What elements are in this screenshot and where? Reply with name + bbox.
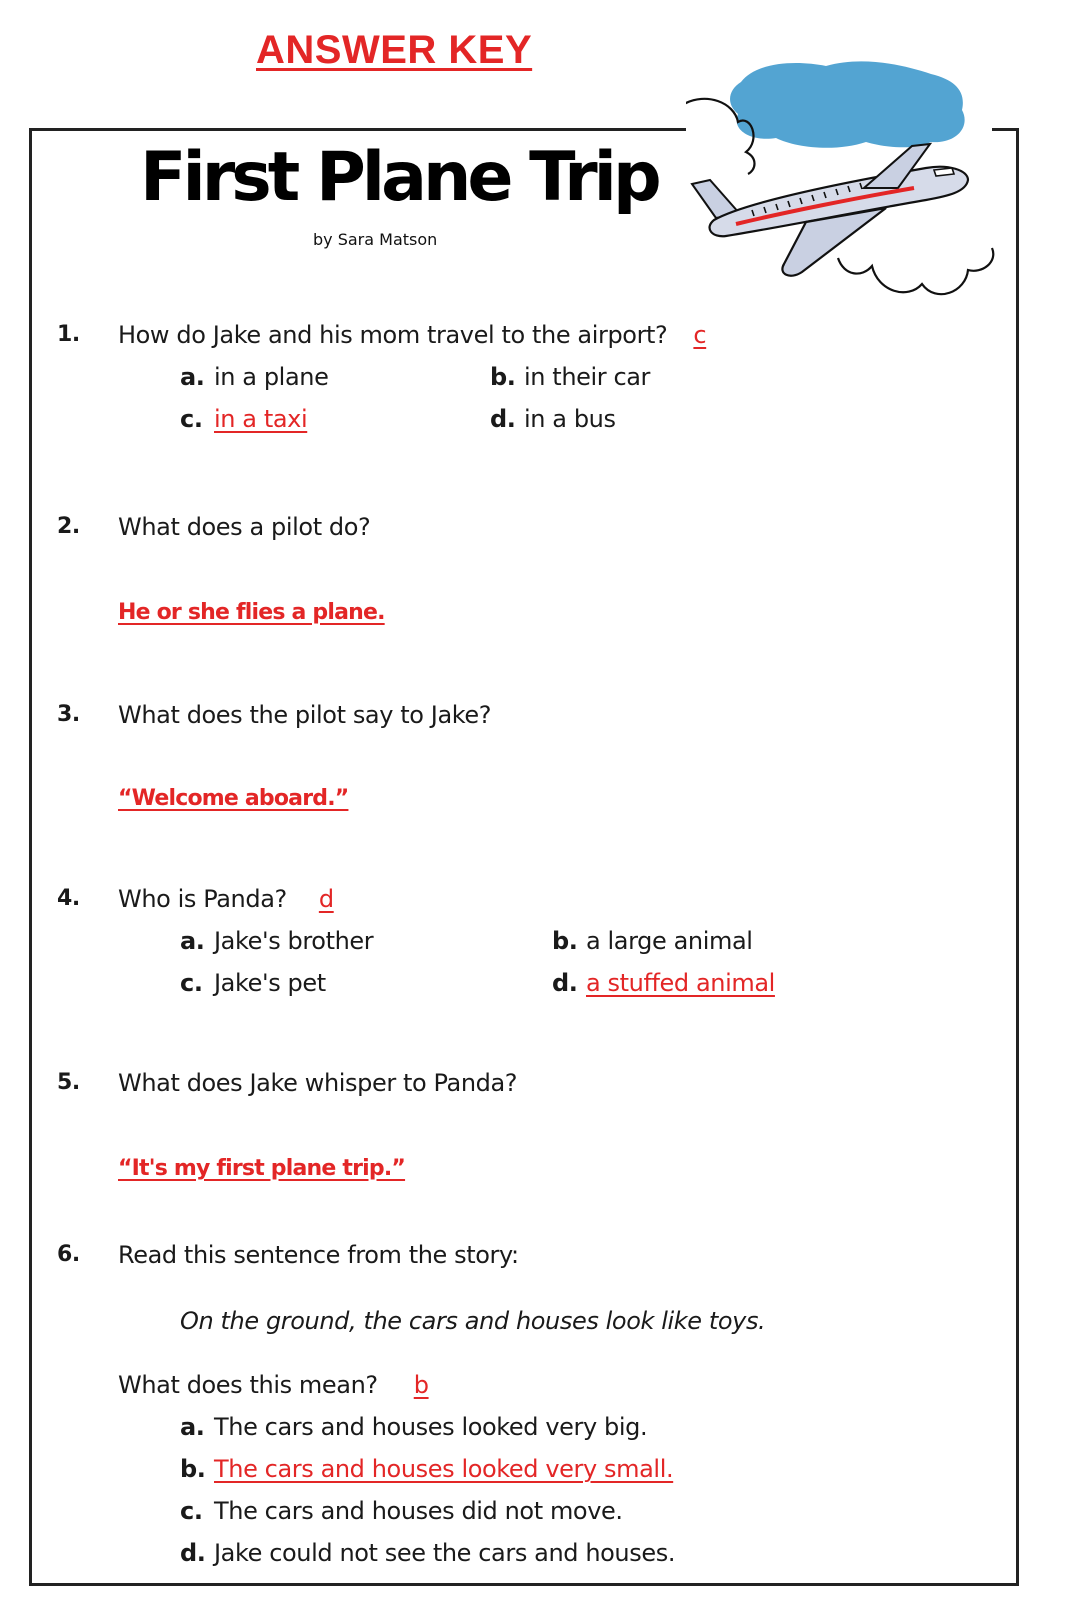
option-text: Jake's brother bbox=[214, 927, 374, 955]
question-4-option-b bbox=[552, 926, 753, 956]
option-letter: c. bbox=[180, 405, 203, 433]
cockpit-window bbox=[934, 168, 954, 176]
question-3-text: What does the pilot say to Jake? bbox=[118, 701, 492, 729]
option-letter: d. bbox=[552, 969, 578, 997]
question-4-number: 4. bbox=[57, 886, 80, 911]
question-4-answer: d bbox=[318, 885, 334, 913]
question-4-option-a bbox=[180, 926, 373, 956]
question-4-option-c bbox=[180, 968, 326, 998]
worksheet-title: First Plane Trip bbox=[140, 138, 658, 217]
question-1-option-d bbox=[490, 404, 616, 434]
question-2-text: What does a pilot do? bbox=[118, 513, 371, 541]
option-letter: a. bbox=[180, 1413, 205, 1441]
question-6-prompt: What does this mean? bbox=[118, 1371, 378, 1399]
option-text: The cars and houses looked very big. bbox=[214, 1413, 648, 1441]
cloud-shape bbox=[730, 61, 965, 147]
question-1-text bbox=[118, 320, 706, 350]
option-letter: a. bbox=[180, 927, 205, 955]
question-1-answer: c bbox=[693, 321, 707, 349]
option-text: Jake's pet bbox=[214, 969, 326, 997]
question-6-option-b bbox=[180, 1454, 673, 1484]
option-text-correct: in a taxi bbox=[214, 405, 308, 433]
question-6-option-d bbox=[180, 1538, 675, 1568]
question-5-text: What does Jake whisper to Panda? bbox=[118, 1069, 518, 1097]
question-6-text: Read this sentence from the story: bbox=[118, 1241, 519, 1269]
question-6-number: 6. bbox=[57, 1242, 80, 1267]
question-4-text bbox=[118, 884, 334, 914]
question-6-option-a bbox=[180, 1412, 647, 1442]
option-letter: c. bbox=[180, 969, 203, 997]
option-text-correct: a stuffed animal bbox=[586, 969, 775, 997]
option-letter: b. bbox=[552, 927, 578, 955]
option-text: Jake could not see the cars and houses. bbox=[214, 1539, 676, 1567]
question-4-prompt: Who is Panda? bbox=[118, 885, 287, 913]
question-6-quote: On the ground, the cars and houses look like toys. bbox=[180, 1307, 766, 1335]
option-text: in a bus bbox=[524, 405, 616, 433]
option-letter: b. bbox=[180, 1455, 206, 1483]
question-3-number: 3. bbox=[57, 702, 80, 727]
question-1-option-a bbox=[180, 362, 328, 392]
option-letter: c. bbox=[180, 1497, 203, 1525]
question-3-answer: “Welcome aboard.” bbox=[118, 786, 349, 811]
option-text: a large animal bbox=[586, 927, 753, 955]
question-6-answer: b bbox=[413, 1371, 429, 1399]
option-text: in their car bbox=[524, 363, 651, 391]
question-2-answer: He or she flies a plane. bbox=[118, 600, 385, 625]
answer-key-heading: ANSWER KEY bbox=[256, 28, 533, 72]
question-5-number: 5. bbox=[57, 1070, 80, 1095]
author-byline: by Sara Matson bbox=[313, 230, 438, 249]
question-1-number: 1. bbox=[57, 322, 80, 347]
option-letter: d. bbox=[490, 405, 516, 433]
cloud-outline-bottom bbox=[838, 248, 993, 294]
option-letter: b. bbox=[490, 363, 516, 391]
question-6-followup bbox=[118, 1370, 429, 1400]
airplane-cloud-illustration bbox=[686, 52, 1006, 310]
question-1-option-b bbox=[490, 362, 650, 392]
question-1-prompt: How do Jake and his mom travel to the airport? bbox=[118, 321, 668, 349]
option-text-correct: The cars and houses looked very small. bbox=[214, 1455, 674, 1483]
option-letter: a. bbox=[180, 363, 205, 391]
option-text: The cars and houses did not move. bbox=[214, 1497, 623, 1525]
question-5-answer: “It's my first plane trip.” bbox=[118, 1156, 406, 1181]
option-text: in a plane bbox=[214, 363, 329, 391]
question-1-option-c bbox=[180, 404, 307, 434]
question-2-number: 2. bbox=[57, 514, 80, 539]
question-6-option-c bbox=[180, 1496, 623, 1526]
option-letter: d. bbox=[180, 1539, 206, 1567]
question-4-option-d bbox=[552, 968, 775, 998]
